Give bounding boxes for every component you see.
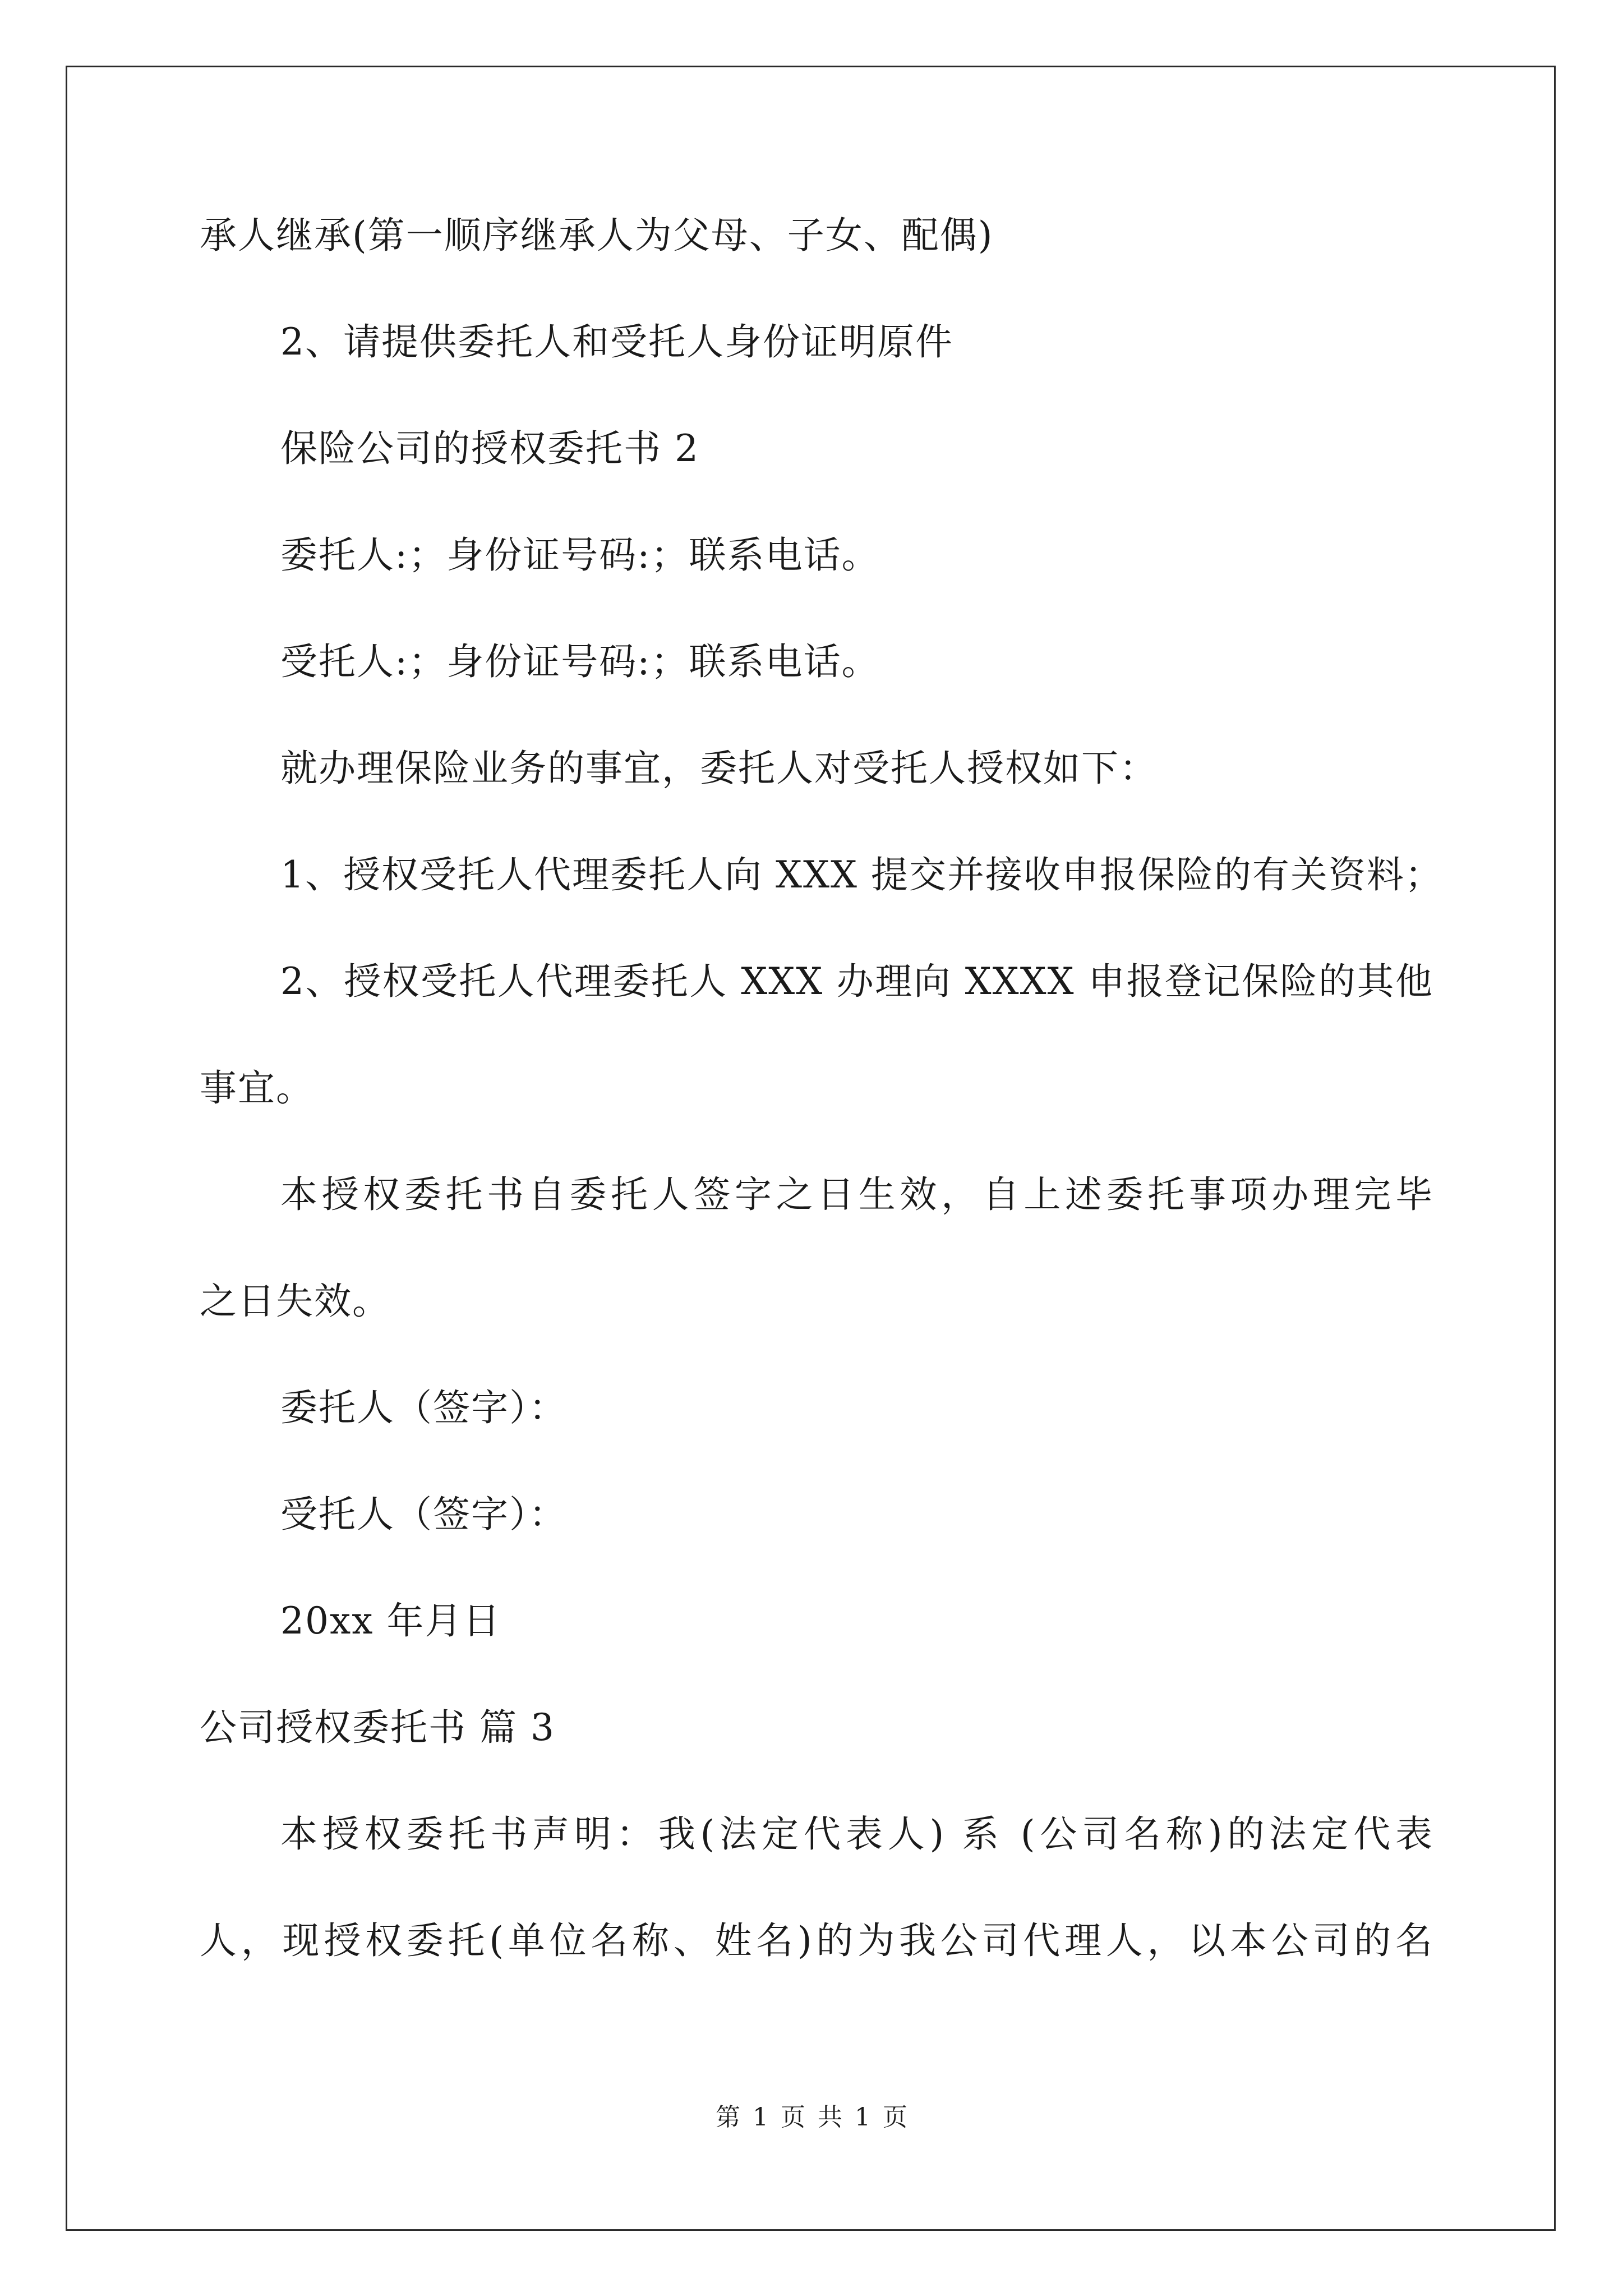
- text-line-agent: 受托人:；身份证号码:；联系电话。: [280, 640, 880, 683]
- text-line-validity-cont: 之日失效。: [200, 1280, 390, 1323]
- section-heading-2: 保险公司的授权委托书 2: [280, 427, 699, 470]
- text-line-2: 2、请提供委托人和受托人身份证明原件: [280, 320, 953, 364]
- text-line-declaration: 本授权委托书声明：我(法定代表人) 系 (公司名称)的法定代表: [280, 1812, 1433, 1856]
- text-line-validity: 本授权委托书自委托人签字之日生效，自上述委托事项办理完毕: [280, 1173, 1433, 1216]
- page-border: [66, 66, 1556, 2231]
- text-line-1: 承人继承(第一顺序继承人为父母、子女、配偶): [200, 214, 994, 257]
- signature-principal: 委托人（签字）：: [280, 1386, 567, 1429]
- text-line-declaration-cont: 人，现授权委托(单位名称、姓名)的为我公司代理人，以本公司的名: [200, 1919, 1433, 1962]
- text-line-authorization-2: 2、授权受托人代理委托人 XXX 办理向 XXXX 申报登记保险的其他: [280, 960, 1433, 1003]
- text-line-authorization-1: 1、授权受托人代理委托人向 XXX 提交并接收申报保险的有关资料；: [280, 853, 1443, 896]
- date-line: 20xx 年月日: [280, 1599, 501, 1642]
- text-line-authorization-2-cont: 事宜。: [200, 1066, 314, 1110]
- text-line-principal: 委托人:；身份证号码:；联系电话。: [280, 533, 880, 577]
- signature-agent: 受托人（签字）：: [280, 1493, 567, 1536]
- text-line-scope: 就办理保险业务的事宜，委托人对受托人授权如下：: [280, 747, 1158, 790]
- section-heading-3: 公司授权委托书 篇 3: [200, 1706, 555, 1749]
- page-footer: 第 1 页 共 1 页: [716, 2103, 907, 2132]
